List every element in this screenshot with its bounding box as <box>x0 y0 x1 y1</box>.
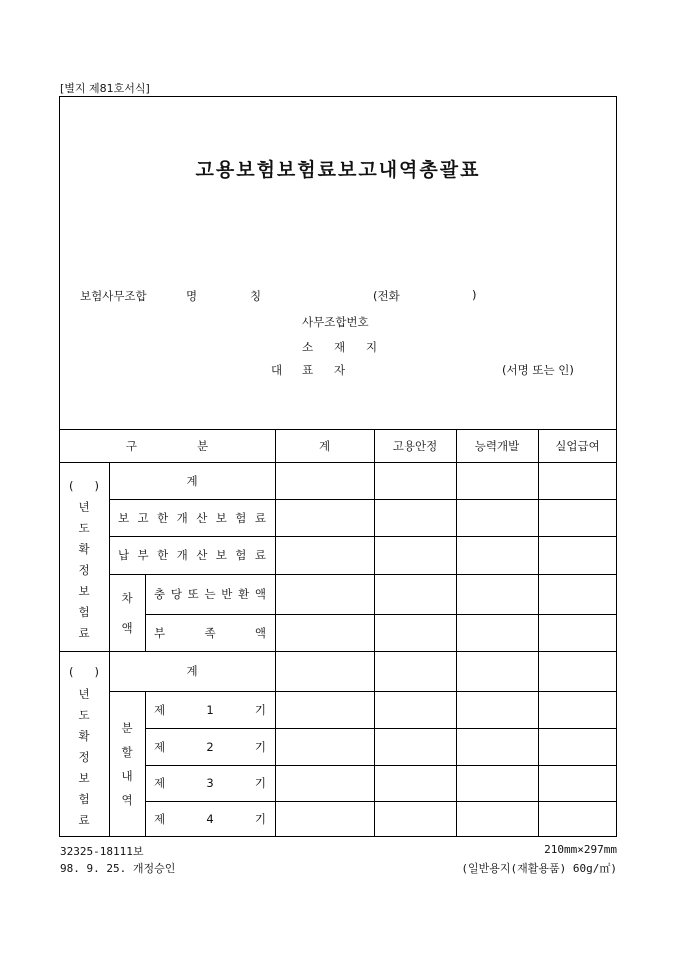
office-number-label: 사무조합번호 <box>302 315 369 329</box>
phone-close: ) <box>472 288 477 302</box>
location-label-3: 지 <box>366 340 378 354</box>
header-skill-development: 능력개발 <box>474 438 520 453</box>
column-line <box>538 429 539 837</box>
shortfall-label: 부 족 액 <box>154 625 266 640</box>
form-number: [별지 제81호서식] <box>60 82 150 95</box>
representative-label-2: 표 <box>302 363 314 377</box>
location-label-1: 소 <box>302 340 314 354</box>
name-label-1: 명 <box>186 289 198 303</box>
year-paren-2: ( ) <box>69 665 99 679</box>
reported-premium-label: 보 고 한 개 산 보 험 료 <box>118 510 266 525</box>
column-line <box>275 429 276 837</box>
footer-paper: (일반용지(재활용품) 60g/㎡) <box>461 862 617 875</box>
phone-open: (전화 <box>373 289 400 303</box>
column-line <box>374 429 375 837</box>
header-total: 계 <box>318 438 331 453</box>
page-title: 고용보험보험료보고내역총괄표 <box>195 159 481 181</box>
association-label: 보험사무조합 <box>80 289 147 303</box>
year-paren-1: ( ) <box>69 479 99 493</box>
footer-approval: 98. 9. 25. 개정승인 <box>60 862 176 875</box>
refund-label: 충 당 또 는 반 환 액 <box>154 587 266 601</box>
section1-side-label: 년 도 확 정 보 험 료 <box>78 499 90 640</box>
footer-code: 32325-18111보 <box>60 845 144 858</box>
name-label-2: 칭 <box>250 289 262 303</box>
representative-label-3: 자 <box>334 363 346 377</box>
signature-note: (서명 또는 인) <box>502 363 574 377</box>
header-category: 구 분 <box>125 438 209 453</box>
installment-row-1: 제 1 기 <box>154 702 266 717</box>
header-employment-stability: 고용안정 <box>392 438 438 453</box>
paid-premium-label: 납 부 한 개 산 보 험 료 <box>118 548 266 562</box>
section2-total-label: 계 <box>186 664 198 678</box>
installment-row-4: 제 4 기 <box>154 812 266 826</box>
section2-side-label: 년 도 확 정 보 험 료 <box>78 686 90 827</box>
column-line <box>456 429 457 837</box>
header-unemployment-benefit: 실업급여 <box>555 438 600 453</box>
location-label-2: 재 <box>334 340 346 354</box>
representative-label-1: 대 <box>271 363 283 377</box>
difference-label: 차 액 <box>121 590 133 635</box>
section1-total-label: 계 <box>186 473 198 488</box>
installment-row-3: 제 3 기 <box>154 776 266 790</box>
installment-row-2: 제 2 기 <box>154 739 266 754</box>
footer-size: 210mm×297mm <box>544 843 617 856</box>
installment-label: 분 할 내 역 <box>121 721 133 807</box>
